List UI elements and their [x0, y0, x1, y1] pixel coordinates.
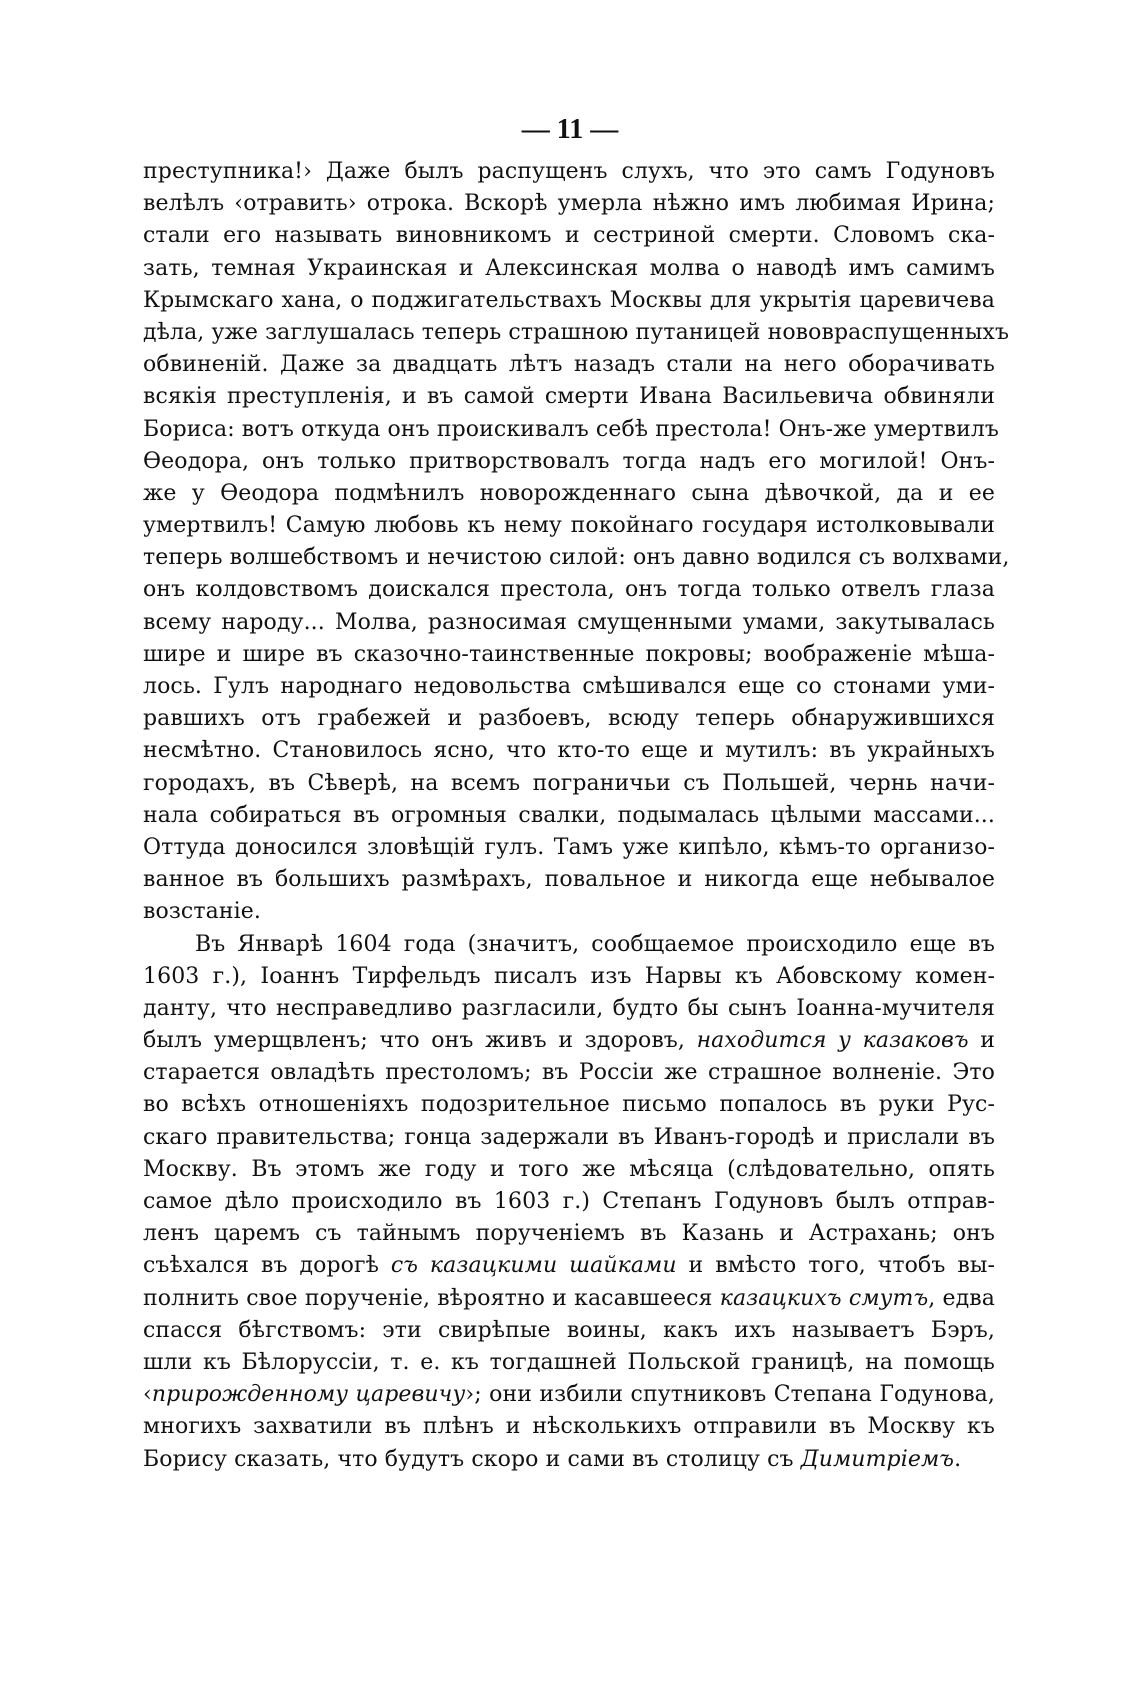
text-line: же у Өеодора подмѣнилъ новорожденнаго сына дѣвочкой, да и ее	[143, 480, 995, 506]
text-line: Крымскаго хана, о поджигательствахъ Москвы для укрытія царевичева	[143, 287, 995, 313]
text-line: возстаніе.	[143, 899, 261, 925]
text-line: ‹прирожденному царевичу›; они избили спутниковъ Степана Годунова,	[143, 1382, 995, 1408]
text-line: шли къ Бѣлоруссіи, т. е. къ тогдашней Польской границѣ, на помощь	[143, 1349, 995, 1375]
body-text	[143, 156, 1010, 1476]
text-line: преступника!› Даже былъ распущенъ слухъ, что это самъ Годуновъ	[143, 159, 995, 184]
text-line: ванное въ большихъ размѣрахъ, повальное и никогда еще небывалое	[143, 867, 995, 893]
text-line: велѣлъ ‹отравить› отрока. Вскорѣ умерла нѣжно имъ любимая Ирина;	[143, 191, 995, 217]
text-line: скаго правительства; гонца задержали въ Иванъ-городѣ и прислали въ	[143, 1124, 995, 1150]
paragraph	[143, 156, 1010, 929]
text-line: дѣла, уже заглушалась теперь страшною путаницей нововраспущенныхъ	[143, 319, 1010, 345]
text-line: городахъ, въ Сѣверѣ, на всемъ пограничьи съ Польшей, чернь начи-	[143, 770, 995, 796]
text-line: самое дѣло происходило въ 1603 г.) Степанъ Годуновъ былъ отправ-	[143, 1189, 995, 1214]
paragraph	[143, 929, 995, 1476]
text-line: данту, что несправедливо разгласили, будто бы сынъ Іоанна-мучителя	[143, 995, 995, 1021]
text-line: Борису сказать, что будутъ скоро и сами въ столицу съ Димитріемъ.	[143, 1446, 962, 1472]
text-line: во всѣхъ отношеніяхъ подозрительное письмо попалось въ руки Рус-	[143, 1092, 995, 1118]
text-line: теперь волшебствомъ и нечистою силой: онъ давно водился съ волхвами,	[143, 545, 1010, 571]
text-line: всему народу... Молва, разносимая смущенными умами, закутывалась	[143, 609, 995, 635]
text-line: старается овладѣть престоломъ; въ Россіи же страшное волненіе. Это	[143, 1060, 995, 1086]
text-line: Москву. Въ этомъ же году и того же мѣсяца (слѣдовательно, опять	[143, 1156, 995, 1182]
text-line: полнить свое порученіе, вѣроятно и касавшееся казацкихъ смутъ, едва	[143, 1285, 996, 1311]
text-line: онъ колдовствомъ доискался престола, онъ тогда только отвелъ глаза	[143, 577, 995, 603]
text-line: обвиненій. Даже за двадцать лѣтъ назадъ стали на него оборачивать	[143, 352, 995, 378]
text-line: стали его называть виновникомъ и сестриной смерти. Словомъ ска-	[143, 223, 995, 249]
text-line: несмѣтно. Становилось ясно, что кто-то еще и мутилъ: въ украйныхъ	[143, 738, 995, 764]
text-line: всякія преступленія, и въ самой смерти Ивана Васильевича обвиняли	[143, 384, 995, 410]
text-line: съѣхался въ дорогѣ съ казацкими шайками и вмѣсто того, чтобъ вы-	[143, 1253, 995, 1279]
page-number: — 11 —	[521, 114, 619, 145]
text-line: спасся бѣгствомъ: эти свирѣпые воины, какъ ихъ называетъ Бэръ,	[143, 1317, 995, 1343]
text-line: лось. Гулъ народнаго недовольства смѣшивался еще со стонами уми-	[143, 674, 995, 699]
text-line: шире и шире въ сказочно-таинственные покровы; воображеніе мѣша-	[143, 641, 995, 667]
text-line: зать, темная Украинская и Алексинская молва о наводѣ имъ самимъ	[143, 255, 995, 281]
text-line: Оттуда доносился зловѣщій гулъ. Тамъ уже кипѣло, кѣмъ-то организо-	[143, 834, 995, 860]
text-line: нала собираться въ огромныя свалки, подымалась цѣлыми массами...	[143, 802, 995, 828]
text-line: Өеодора, онъ только притворствовалъ тогда надъ его могилой! Онъ-	[143, 448, 995, 474]
text-line: Бориса: вотъ откуда онъ проискивалъ себѣ престола! Онъ-же умертвилъ	[143, 416, 1000, 442]
text-line: равшихъ отъ грабежей и разбоевъ, всюду теперь обнаружившихся	[143, 706, 995, 732]
text-line: умертвилъ! Самую любовь къ нему покойнаго государя истолковывали	[143, 513, 995, 539]
text-line: Въ Январѣ 1604 года (значитъ, сообщаемое происходило еще въ	[195, 931, 995, 957]
text-line: 1603 г.), Іоаннъ Тирфельдъ писалъ изъ Нарвы къ Абовскому комен-	[143, 963, 995, 989]
text-line: былъ умерщвленъ; что онъ живъ и здоровъ, находится у казаковъ и	[143, 1028, 996, 1054]
text-line: многихъ захватили въ плѣнъ и нѣсколькихъ отправили въ Москву къ	[143, 1414, 995, 1440]
text-line: ленъ царемъ съ тайнымъ порученіемъ въ Казань и Астрахань; онъ	[143, 1221, 995, 1247]
